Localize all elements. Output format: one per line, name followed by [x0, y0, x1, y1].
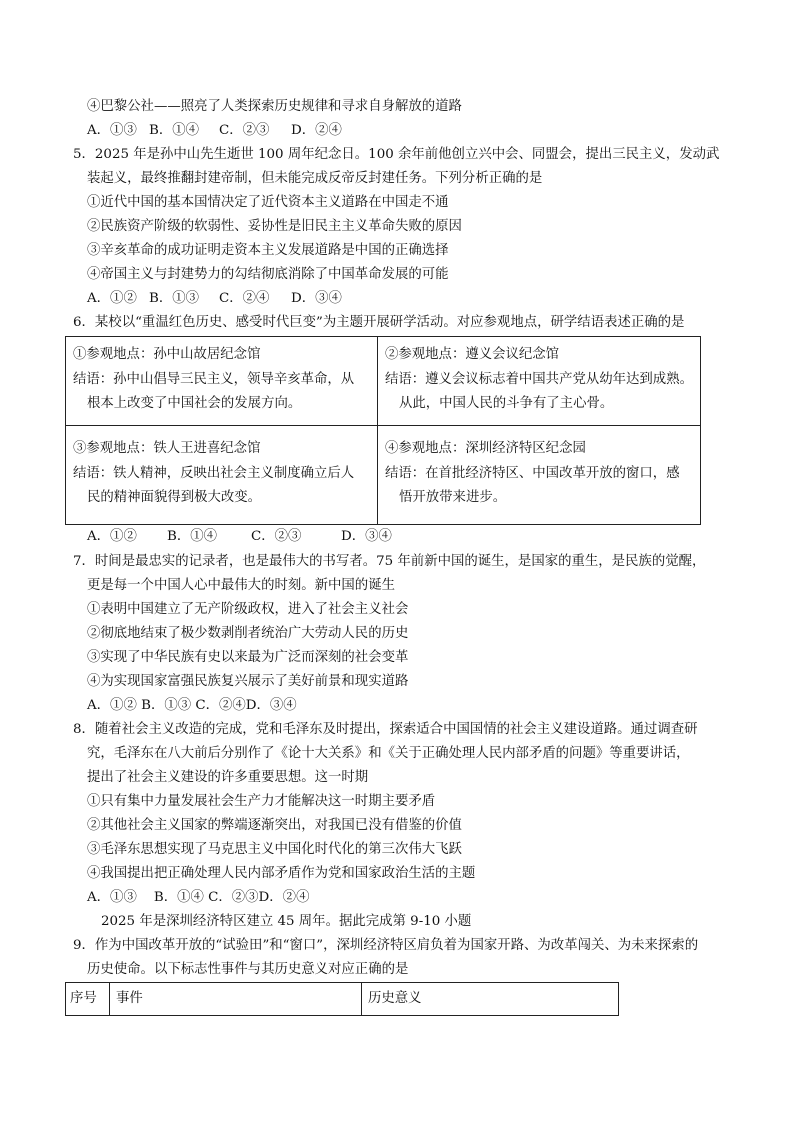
q6-answer-d: D．③④: [341, 529, 392, 544]
q6-answer-b: B．①④: [167, 529, 218, 544]
q4-answer-a: A．①③: [87, 123, 137, 138]
q6-cell-1-line-1: 结语：孙中山倡导三民主义，领导辛亥革命，从: [73, 372, 355, 387]
q6-cell-2-line-1: 结语：遵义会议标志着中国共产党从幼年达到成熟。: [385, 372, 693, 387]
q6-cell-1-place: ①参观地点：孙中山故居纪念馆: [73, 347, 261, 362]
q6-cell-4: [378, 426, 701, 525]
q4-answer-b: B．①④: [149, 123, 200, 138]
q6-study-table: [65, 336, 701, 525]
q7-answer-choices: A．①② B．①③ C．②④D．③④: [87, 698, 297, 713]
q6-answer-choices: [87, 527, 392, 547]
q8-option-4: ④我国提出把正确处理人民内部矛盾作为党和国家政治生活的主题: [87, 866, 476, 881]
q8-stem-line-1: 8．随着社会主义改造的完成，党和毛泽东及时提出，探索适合中国国情的社会主义建设道路。通过调查研: [73, 722, 698, 737]
q9-header-index: [66, 983, 110, 1016]
q4-answer-choices: [87, 121, 342, 141]
q8-stem-line-3: 提出了社会主义建设的许多重要思想。这一时期: [87, 770, 369, 785]
q9-stem-line-2: 历史使命。以下标志性事件与其历史意义对应正确的是: [87, 962, 409, 977]
q9-header-event: [110, 983, 362, 1016]
q6-cell-3: [66, 426, 378, 525]
q5-answer-d: D．③④: [291, 291, 342, 306]
q6-cell-2: [378, 337, 701, 426]
q7-option-4: ④为实现国家富强民族复兴展示了美好前景和现实道路: [87, 674, 409, 689]
q5-answer-c: C．②④: [219, 291, 270, 306]
q8-stem-line-2: 究，毛泽东在八大前后分别作了《论十大关系》和《关于正确处理人民内部矛盾的问题》等重要讲话，: [87, 746, 690, 761]
q8-option-3: ③毛泽东思想实现了马克思主义中国化时代化的第三次伟大飞跃: [87, 842, 462, 857]
q5-stem-line-2: 装起义，最终推翻封建帝制，但未能完成反帝反封建任务。下列分析正确的是: [87, 171, 543, 186]
q7-option-1: ①表明中国建立了无产阶级政权，进入了社会主义社会: [87, 602, 409, 617]
q8-option-1: ①只有集中力量发展社会生产力才能解决这一时期主要矛盾: [87, 794, 436, 809]
q6-answer-a: A．①②: [87, 529, 137, 544]
q7-option-3: ③实现了中华民族有史以来最为广泛而深刻的社会变革: [87, 650, 409, 665]
q6-cell-4-place: ④参观地点：深圳经济特区纪念园: [385, 441, 586, 456]
q6-cell-4-line-2: 悟开放带来进步。: [399, 490, 507, 505]
q5-stem-line-1: 5．2025 年是孙中山先生逝世 100 周年纪念日。100 余年前他创立兴中会、同盟会，提出三民主义，发动武: [73, 147, 720, 162]
q9-event-table: [65, 982, 619, 1016]
q6-stem: 6．某校以“重温红色历史、感受时代巨变”为主题开展研学活动。对应参观地点，研学结语表述正确的是: [73, 315, 685, 330]
q5-answer-choices: [87, 289, 342, 309]
q9-header-index-label: 序号: [70, 991, 97, 1006]
q7-stem-line-2: 更是每一个中国人心中最伟大的时刻。新中国的诞生: [87, 578, 395, 593]
q5-answer-b: B．①③: [149, 291, 200, 306]
q7-stem-line-1: 7．时间是最忠实的记录者，也是最伟大的书写者。75 年前新中国的诞生，是国家的重生，是民族的觉醒，: [73, 554, 706, 569]
q8-option-2: ②其他社会主义国家的弊端逐渐突出，对我国已没有借鉴的价值: [87, 818, 462, 833]
q6-cell-2-place: ②参观地点：遵义会议纪念馆: [385, 347, 560, 362]
q9-header-event-label: 事件: [116, 991, 143, 1006]
q6-cell-3-line-2: 民的精神面貌得到极大改变。: [87, 490, 262, 505]
q5-option-1: ①近代中国的基本国情决定了近代资本主义道路在中国走不通: [87, 195, 449, 210]
q5-option-2: ②民族资产阶级的软弱性、妥协性是旧民主主义革命失败的原因: [87, 219, 462, 234]
q5-option-3: ③辛亥革命的成功证明走资本主义发展道路是中国的正确选择: [87, 243, 449, 258]
q4-answer-d: D．②④: [291, 123, 342, 138]
q6-cell-4-line-1: 结语：在首批经济特区、中国改革开放的窗口，感: [385, 466, 680, 481]
q9-header-significance: [362, 983, 619, 1016]
section-intro: 2025 年是深圳经济特区建立 45 周年。据此完成第 9-10 小题: [101, 914, 472, 929]
q4-option-4: ④巴黎公社——照亮了人类探索历史规律和寻求自身解放的道路: [87, 99, 462, 114]
q4-answer-c: C．②③: [219, 123, 270, 138]
q6-answer-c: C．②③: [251, 529, 302, 544]
q5-option-4: ④帝国主义与封建势力的勾结彻底消除了中国革命发展的可能: [87, 267, 449, 282]
q6-cell-1: [66, 337, 378, 426]
q6-cell-3-line-1: 结语：铁人精神，反映出社会主义制度确立后人: [73, 466, 355, 481]
q6-cell-2-line-2: 从此，中国人民的斗争有了主心骨。: [399, 396, 614, 411]
q9-stem-line-1: 9．作为中国改革开放的“试验田”和“窗口”，深圳经济特区肩负着为国家开路、为改革闯关、为未来探索的: [73, 938, 699, 953]
q5-answer-a: A．①②: [87, 291, 137, 306]
q7-option-2: ②彻底地结束了极少数剥削者统治广大劳动人民的历史: [87, 626, 409, 641]
q6-cell-1-line-2: 根本上改变了中国社会的发展方向。: [87, 396, 302, 411]
q6-cell-3-place: ③参观地点：铁人王进喜纪念馆: [73, 441, 261, 456]
q9-header-significance-label: 历史意义: [368, 991, 422, 1006]
q8-answer-choices: A．①③ B．①④ C．②③D．②④: [87, 890, 310, 905]
